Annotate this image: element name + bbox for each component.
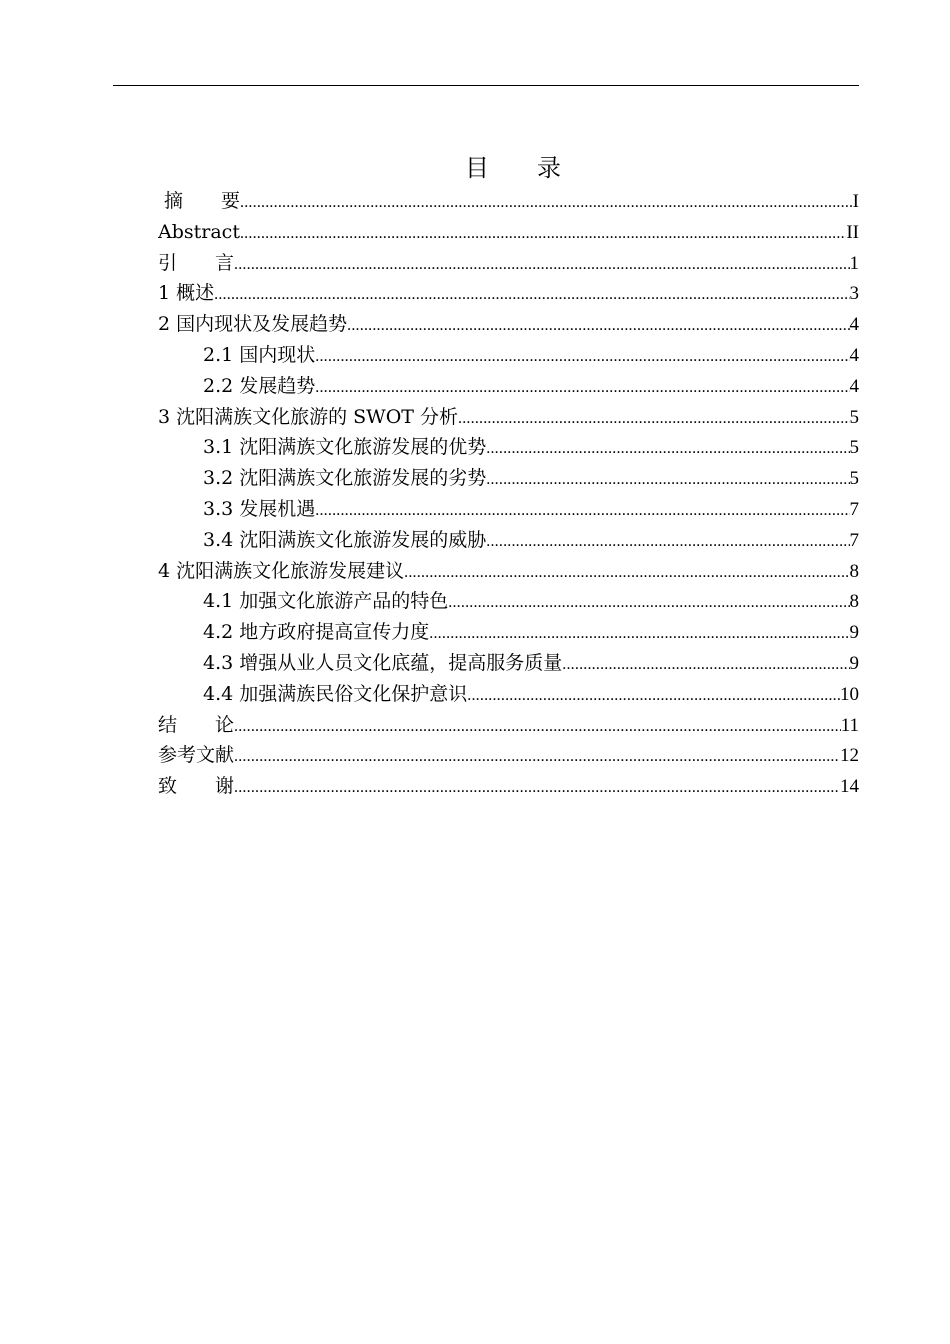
- toc-dot-leader: [234, 712, 841, 741]
- toc-dot-leader: [315, 496, 849, 525]
- toc-entry-label: 引 言: [158, 251, 235, 274]
- toc-entry-page: 5: [849, 437, 859, 459]
- toc-entry-abstract-cn[interactable]: [158, 186, 859, 217]
- toc-entry-section-4-2[interactable]: [158, 617, 859, 648]
- toc-entry-section-4-4[interactable]: [158, 679, 859, 710]
- toc-entry-section-3-3[interactable]: [158, 494, 859, 525]
- toc-entry-page: 14: [840, 776, 859, 798]
- toc-entry-page: 4: [849, 375, 859, 397]
- toc-dot-leader: [486, 434, 849, 463]
- toc-dot-leader: [458, 404, 849, 433]
- toc-entry-conclusion[interactable]: [158, 710, 859, 741]
- toc-entry-label: 摘 要: [164, 190, 241, 212]
- toc-entry-chapter-3[interactable]: [158, 402, 859, 433]
- toc-entry-page: I: [852, 191, 859, 212]
- toc-entry-label: 1 概述: [158, 282, 215, 305]
- toc-entry-section-2-1[interactable]: [158, 340, 859, 371]
- toc-entry-page: 5: [849, 468, 859, 490]
- toc-dot-leader: [448, 588, 849, 617]
- toc-entry-page: 7: [849, 529, 859, 551]
- toc-entry-label: Abstract: [158, 220, 240, 243]
- toc-entry-page: II: [846, 221, 859, 243]
- toc-dot-leader: [315, 373, 849, 402]
- toc-dot-leader: [240, 219, 846, 248]
- toc-entry-label: 4.1 加强文化旅游产品的特色: [203, 590, 449, 613]
- toc-entry-section-2-2[interactable]: [158, 371, 859, 402]
- toc-entry-label: 4.3 增强从业人员文化底蕴，提高服务质量: [203, 651, 563, 674]
- toc-entry-page: 8: [849, 560, 859, 582]
- toc-entry-label: 2.1 国内现状: [203, 343, 316, 366]
- toc-dot-leader: [234, 773, 840, 802]
- toc-entry-page: 9: [849, 652, 859, 674]
- toc-entry-introduction[interactable]: [158, 248, 859, 279]
- toc-dot-leader: [562, 650, 849, 679]
- header-rule: [113, 85, 859, 86]
- toc-entry-label: 4.2 地方政府提高宣传力度: [203, 621, 430, 644]
- toc-entry-label: 3 沈阳满族文化旅游的 SWOT 分析: [158, 405, 459, 428]
- toc-entry-label: 2 国内现状及发展趋势: [158, 313, 348, 336]
- toc-entry-label: 3.1 沈阳满族文化旅游发展的优势: [203, 436, 487, 459]
- toc-entry-label: 4 沈阳满族文化旅游发展建议: [158, 559, 405, 582]
- toc-entry-section-4-3[interactable]: [158, 648, 859, 679]
- toc-entry-label: 参考文献: [158, 744, 235, 767]
- toc-entry-page: 12: [840, 745, 859, 767]
- toc-entry-page: 5: [849, 406, 859, 428]
- toc-entry-chapter-4[interactable]: [158, 556, 859, 587]
- toc-dot-leader: [429, 619, 849, 648]
- toc-entry-abstract-en[interactable]: [158, 217, 859, 248]
- toc-entry-page: 3: [849, 283, 859, 305]
- toc-entry-page: 10: [840, 683, 859, 705]
- toc-dot-leader: [486, 527, 849, 556]
- toc-dot-leader: [467, 681, 840, 710]
- toc-entry-label: 3.2 沈阳满族文化旅游发展的劣势: [203, 467, 487, 490]
- toc-entry-page: 8: [849, 591, 859, 613]
- toc-entry-chapter-1[interactable]: [158, 278, 859, 309]
- toc-entry-label: 3.4 沈阳满族文化旅游发展的威胁: [203, 528, 487, 551]
- toc-entry-section-3-4[interactable]: [158, 525, 859, 556]
- toc-entry-page: 1: [849, 252, 859, 274]
- toc-entry-label: 致 谢: [158, 775, 235, 798]
- toc-entry-references[interactable]: [158, 740, 859, 771]
- toc-entry-page: 9: [849, 622, 859, 644]
- toc-dot-leader: [234, 250, 849, 279]
- toc-dot-leader: [347, 311, 849, 340]
- toc-dot-leader: [404, 558, 849, 587]
- toc-entry-label: 3.3 发展机遇: [203, 497, 316, 520]
- toc-entry-label: 结 论: [158, 713, 235, 736]
- toc-title: 目 录: [465, 154, 561, 182]
- toc-entry-page: 4: [849, 344, 859, 366]
- toc-entry-acknowledgements[interactable]: [158, 771, 859, 802]
- toc-dot-leader: [234, 742, 840, 771]
- toc-entry-page: 4: [849, 314, 859, 336]
- toc-entry-section-3-1[interactable]: [158, 432, 859, 463]
- toc-entry-label: 2.2 发展趋势: [203, 374, 316, 397]
- toc-entry-section-4-1[interactable]: [158, 586, 859, 617]
- toc-dot-leader: [214, 280, 849, 309]
- toc-dot-leader: [315, 342, 849, 371]
- toc-entry-page: 11: [840, 714, 859, 736]
- table-of-contents: [158, 186, 859, 802]
- toc-dot-leader: [486, 465, 849, 494]
- toc-entry-label: 4.4 加强满族民俗文化保护意识: [203, 682, 468, 705]
- toc-entry-chapter-2[interactable]: [158, 309, 859, 340]
- toc-entry-page: 7: [849, 498, 859, 520]
- toc-entry-section-3-2[interactable]: [158, 463, 859, 494]
- toc-dot-leader: [240, 188, 853, 217]
